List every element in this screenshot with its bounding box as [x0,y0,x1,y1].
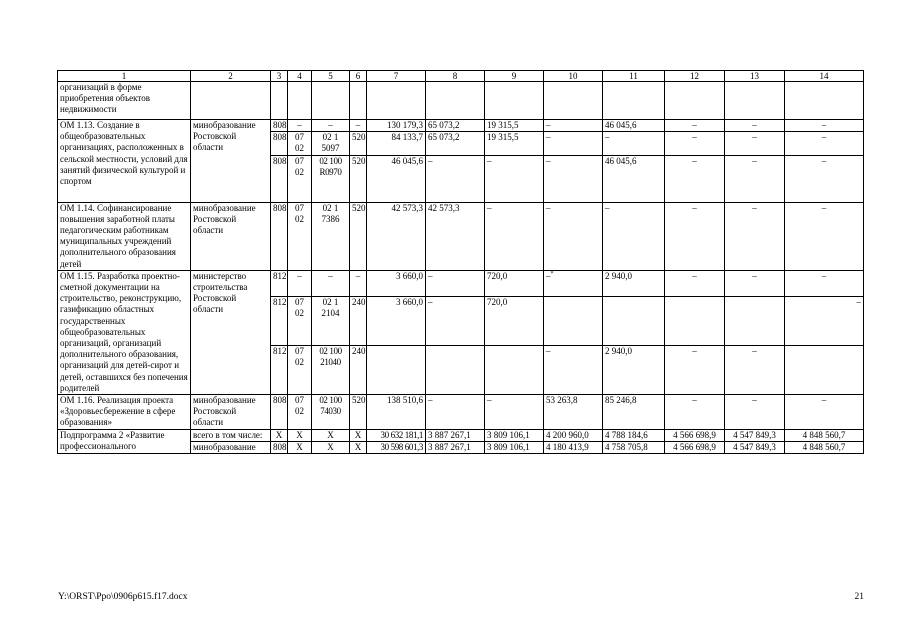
table-cell: 520 [350,132,367,155]
table-cell: 3 809 106,1 [485,441,544,453]
measure-name: ОМ 1.15. Разработка проектно-сметной документации на строительство, реконструкцию, газификацию областных государственных общеобразовательных организаций, организаций дополнительного образования, организаций для детей-сирот и детей, оставшихся без попечения родителей [58,270,191,394]
executor: всего в том числе: [191,429,271,441]
table-cell [426,345,485,394]
table-cell: 65 073,2 [426,120,485,132]
table-cell: – [485,155,544,202]
measure-name: ОМ 1.14. Софинансирование повышения заработной платы педагогическим работникам муниципальных учреждений дополнительного образования детей [58,202,191,270]
table-cell: 3 660,0 [367,296,426,345]
table-cell: Х [288,441,312,453]
table-cell: 07 02 [288,296,312,345]
table-cell: – [785,132,864,155]
table-cell: 4 566 698,9 [665,441,725,453]
table-cell: – [288,270,312,296]
table-cell: 4 547 849,3 [725,429,785,441]
header-col-12: 12 [665,71,725,82]
table-cell [603,82,665,120]
table-cell: – [485,395,544,430]
table-cell [544,82,603,120]
table-cell: – [312,270,350,296]
header-col-13: 13 [725,71,785,82]
table-cell: 812 [271,345,288,394]
table-cell: 808 [271,395,288,430]
table-cell: 240 [350,345,367,394]
table-cell [785,345,864,394]
measure-name: организаций в форме приобретения объектов недвижимости [58,82,191,120]
measure-name: ОМ 1.16. Реализация проекта «Здоровьесбережение в сфере образования» [58,395,191,430]
table-cell [665,296,725,345]
header-col-14: 14 [785,71,864,82]
table-cell [603,296,665,345]
table-cell: 130 179,3 [367,120,426,132]
table-cell: 07 02 [288,155,312,202]
table-cell: – [665,270,725,296]
header-col-10: 10 [544,71,603,82]
table-cell: – [785,155,864,202]
table-cell: –* [544,270,603,296]
table-row [58,202,864,270]
table-cell: 808 [271,132,288,155]
table-cell [544,296,603,345]
header-row [58,71,864,82]
measure-name: ОМ 1.13. Создание в общеобразовательных организациях, расположенных в сельской местности, условий для занятий физической культурой и спортом [58,120,191,203]
table-cell: 3 809 106,1 [485,429,544,441]
executor: минобразование Ростовской области [191,202,271,270]
table-cell: 720,0 [485,270,544,296]
table-cell: – [785,270,864,296]
table-cell: 2 940,0 [603,270,665,296]
executor: минобразование Ростовской области [191,120,271,203]
table-cell: – [785,202,864,270]
table-cell: 4 180 413,9 [544,441,603,453]
table-cell: 46 045,6 [603,120,665,132]
table-cell: – [603,132,665,155]
table-cell [288,82,312,120]
table-cell: 85 246,8 [603,395,665,430]
table-cell: 520 [350,202,367,270]
table-cell [485,82,544,120]
table-cell: 02 1 2104 [312,296,350,345]
table-cell: 02 1 7386 [312,202,350,270]
table-cell: 4 788 184,6 [603,429,665,441]
table-cell: – [785,395,864,430]
table-cell: 19 315,5 [485,120,544,132]
table-cell: Х [350,429,367,441]
table-cell: – [665,202,725,270]
table-cell: 53 263,8 [544,395,603,430]
table-cell: 19 315,5 [485,132,544,155]
header-col-3: 3 [271,71,288,82]
table-cell: – [725,270,785,296]
table-cell: 02 100 21040 [312,345,350,394]
table-cell: 520 [350,395,367,430]
table-cell: 812 [271,296,288,345]
table-cell: – [544,132,603,155]
table-cell: 808 [271,155,288,202]
table-cell [271,82,288,120]
table-cell: 520 [350,155,367,202]
table-cell: 4 758 705,8 [603,441,665,453]
table-cell: Х [271,429,288,441]
table-cell: – [312,120,350,132]
table-cell: Х [288,429,312,441]
table-cell: – [426,270,485,296]
budget-table-sheet [57,70,863,454]
table-cell: 808 [271,120,288,132]
table-cell [426,82,485,120]
table-cell [191,82,271,120]
footer-page-number: 21 [854,592,864,602]
table-cell: – [665,395,725,430]
table-cell: 4 848 560,7 [785,429,864,441]
table-cell [485,345,544,394]
table-cell: 2 940,0 [603,345,665,394]
table-cell: – [426,296,485,345]
table-cell: 07 02 [288,395,312,430]
table-cell: – [665,345,725,394]
table-cell [785,82,864,120]
table-cell: 07 02 [288,132,312,155]
table-cell: – [725,202,785,270]
table-row [58,270,864,296]
header-col-1: 1 [58,71,191,82]
table-cell: – [725,345,785,394]
header-col-8: 8 [426,71,485,82]
table-cell: – [725,120,785,132]
table-cell: – [485,202,544,270]
table-cell: 46 045,6 [603,155,665,202]
table-cell: – [665,132,725,155]
table-cell: Х [312,429,350,441]
table-cell: 42 573,3 [426,202,485,270]
table-cell [367,82,426,120]
table-cell: 30 632 181,1 [367,429,426,441]
table-cell: 65 073,2 [426,132,485,155]
table-cell: 4 566 698,9 [665,429,725,441]
subprogram-name: Подпрограмма 2 «Развитие профессионального [58,429,191,453]
footnote-mark: * [550,270,554,277]
table-cell: – [426,155,485,202]
table-cell: – [725,395,785,430]
table-cell [367,345,426,394]
table-cell: 4 547 849,3 [725,441,785,453]
table-cell: – [725,155,785,202]
executor: минобразование [191,441,271,453]
table-cell: – [725,132,785,155]
table-cell: 4 200 960,0 [544,429,603,441]
table-cell: – [544,120,603,132]
table-cell: 02 100 R0970 [312,155,350,202]
table-cell: 808 [271,441,288,453]
table-cell: – [544,345,603,394]
table-cell: – [350,120,367,132]
table-cell: 07 02 [288,345,312,394]
table-row [58,395,864,430]
table-cell: 3 887 267,1 [426,429,485,441]
table-cell: 30 598 601,3 [367,441,426,453]
table-cell: 3 887 267,1 [426,441,485,453]
table-cell: Х [350,441,367,453]
table-cell [725,82,785,120]
table-cell: – [785,296,864,345]
footer-file-path: Y:\ORST\Ppo\0906p615.f17.docx [58,592,188,602]
table-cell: 240 [350,296,367,345]
table-cell: – [350,270,367,296]
table-cell: 02 1 5097 [312,132,350,155]
table-cell: – [665,155,725,202]
table-cell: – [665,120,725,132]
table-cell: – [288,120,312,132]
header-col-2: 2 [191,71,271,82]
table-cell [312,82,350,120]
table-cell: – [544,155,603,202]
table-cell [725,296,785,345]
table-cell: – [603,202,665,270]
table-cell [350,82,367,120]
table-cell: 07 02 [288,202,312,270]
table-cell: – [426,395,485,430]
table-cell: – [785,120,864,132]
table-cell: 42 573,3 [367,202,426,270]
header-col-6: 6 [350,71,367,82]
table-cell: 46 045,6 [367,155,426,202]
header-col-5: 5 [312,71,350,82]
header-col-9: 9 [485,71,544,82]
table-cell: 02 100 74030 [312,395,350,430]
header-col-11: 11 [603,71,665,82]
table-row [58,120,864,132]
header-col-4: 4 [288,71,312,82]
table-cell: 720,0 [485,296,544,345]
table-row [58,429,864,441]
table-cell: 812 [271,270,288,296]
header-col-7: 7 [367,71,426,82]
table-row [58,82,864,120]
table-cell: 84 133,7 [367,132,426,155]
executor: минобразование Ростовской области [191,395,271,430]
budget-table [57,70,864,454]
table-cell: – [544,202,603,270]
table-cell: 808 [271,202,288,270]
table-cell: 3 660,0 [367,270,426,296]
table-cell: 138 510,6 [367,395,426,430]
table-cell [665,82,725,120]
executor: министерство строительства Ростовской области [191,270,271,394]
table-cell: 4 848 560,7 [785,441,864,453]
table-cell: Х [312,441,350,453]
